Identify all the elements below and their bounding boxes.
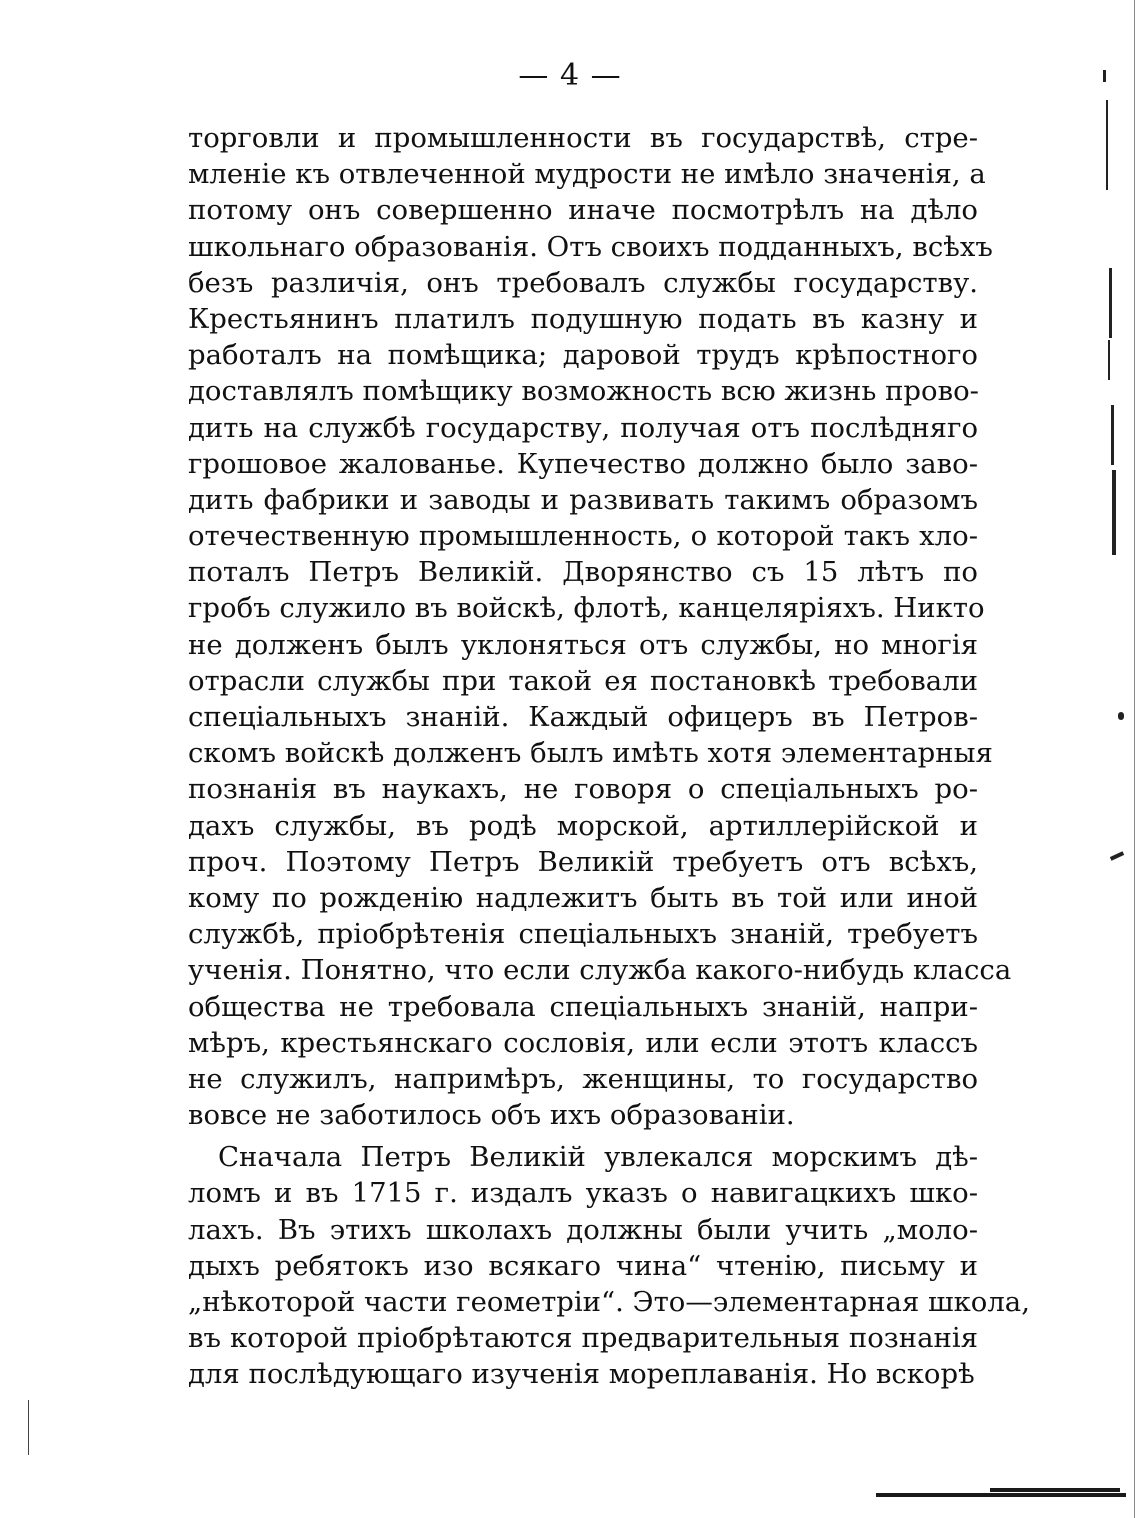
text-line: школьнаго образованія. Отъ своихъ подданныхъ, всѣхъ: [188, 230, 993, 263]
text-line: мленіе къ отвлеченной мудрости не имѣло значенія, а: [188, 158, 986, 191]
paragraph-1: [188, 120, 1012, 1133]
text-line: Крестьянинъ платилъ подушную подать въ казну и: [188, 302, 978, 335]
text-line: лахъ. Въ этихъ школахъ должны были учить „моло-: [188, 1213, 978, 1246]
text-line: отрасли службы при такой ея постановкѣ требовали: [188, 664, 978, 697]
scan-bottom-line: [990, 1488, 1120, 1492]
text-line: работалъ на помѣщика; даровой трудъ крѣпостного: [188, 339, 978, 372]
text-line: поталъ Петръ Великій. Дворянство съ 15 лѣтъ по: [188, 556, 978, 589]
page-number: — 4 —: [518, 58, 622, 93]
text-line: познанія въ наукахъ, не говоря о спеціальныхъ ро-: [188, 773, 978, 806]
scan-margin-line: [1106, 100, 1108, 190]
text-line: гробъ служило въ войскѣ, флотѣ, канцеляріяхъ. Никто: [188, 592, 985, 625]
text-line: безъ различія, онъ требовалъ службы государству.: [188, 266, 978, 299]
text-line: потому онъ совершенно иначе посмотрѣлъ на дѣло: [188, 194, 978, 227]
text-line: не служилъ, напримѣръ, женщины, то государство: [188, 1062, 978, 1095]
text-line: дыхъ ребятокъ изо всякаго чина“ чтенію, письму и: [188, 1249, 978, 1282]
text-line: доставлялъ помѣщику возможность всю жизнь прово-: [188, 375, 979, 408]
text-line: грошовое жалованье. Купечество должно было заво-: [188, 447, 978, 480]
text-line: кому по рожденію надлежитъ быть въ той или иной: [188, 881, 978, 914]
text-line: ломъ и въ 1715 г. издалъ указъ о навигацкихъ шко-: [188, 1177, 978, 1210]
text-line: общества не требовала спеціальныхъ знаній, напри-: [188, 990, 978, 1023]
scan-dot: [1110, 851, 1124, 861]
text-line: „нѣкоторой части геометріи“. Это—элементарная школа,: [188, 1286, 1030, 1318]
body-text: [188, 120, 1030, 1393]
scan-margin-line: [1112, 470, 1116, 555]
text-line: дахъ службы, въ родѣ морской, артиллерійской и: [188, 809, 978, 842]
text-line: ученія. Понятно, что если служба какого-нибудь класса: [188, 954, 1012, 987]
text-line: мѣръ, крестьянскаго сословія, или если этотъ классъ: [188, 1026, 978, 1059]
scan-margin-line: [1134, 0, 1135, 1518]
text-line: въ которой пріобрѣтаются предварительныя познанія: [188, 1322, 978, 1355]
scan-margin-line: [1109, 268, 1112, 338]
text-line: Сначала Петръ Великій увлекался морскимъ дѣ-: [218, 1141, 978, 1174]
text-line: вовсе не заботилось объ ихъ образованіи.: [188, 1099, 795, 1132]
text-line: дить на службѣ государству, получая отъ послѣдняго: [188, 411, 978, 444]
text-line: дить фабрики и заводы и развивать такимъ образомъ: [188, 483, 978, 516]
text-line: не долженъ былъ уклоняться отъ службы, но многія: [188, 628, 978, 661]
scan-bottom-line: [876, 1493, 1126, 1497]
text-line: скомъ войскѣ долженъ былъ имѣть хотя элементарныя: [188, 737, 993, 770]
text-line: службѣ, пріобрѣтенія спеціальныхъ знаній, требуетъ: [188, 918, 978, 951]
scan-dot: [1118, 712, 1124, 720]
scan-margin-line: [1108, 340, 1110, 380]
scan-left-line: [28, 1400, 29, 1455]
text-line: проч. Поэтому Петръ Великій требуетъ отъ всѣхъ,: [188, 845, 978, 878]
text-line: отечественную промышленность, о которой такъ хло-: [188, 520, 978, 553]
scan-margin-line: [1103, 70, 1106, 82]
text-line: для послѣдующаго изученія мореплаванія. Но вскорѣ: [188, 1358, 975, 1391]
scan-margin-line: [1111, 405, 1114, 465]
text-line: спеціальныхъ знаній. Каждый офицеръ въ Петров-: [188, 701, 978, 733]
paragraph-2: [188, 1139, 1030, 1392]
text-line: торговли и промышленности въ государствѣ, стре-: [188, 122, 978, 154]
